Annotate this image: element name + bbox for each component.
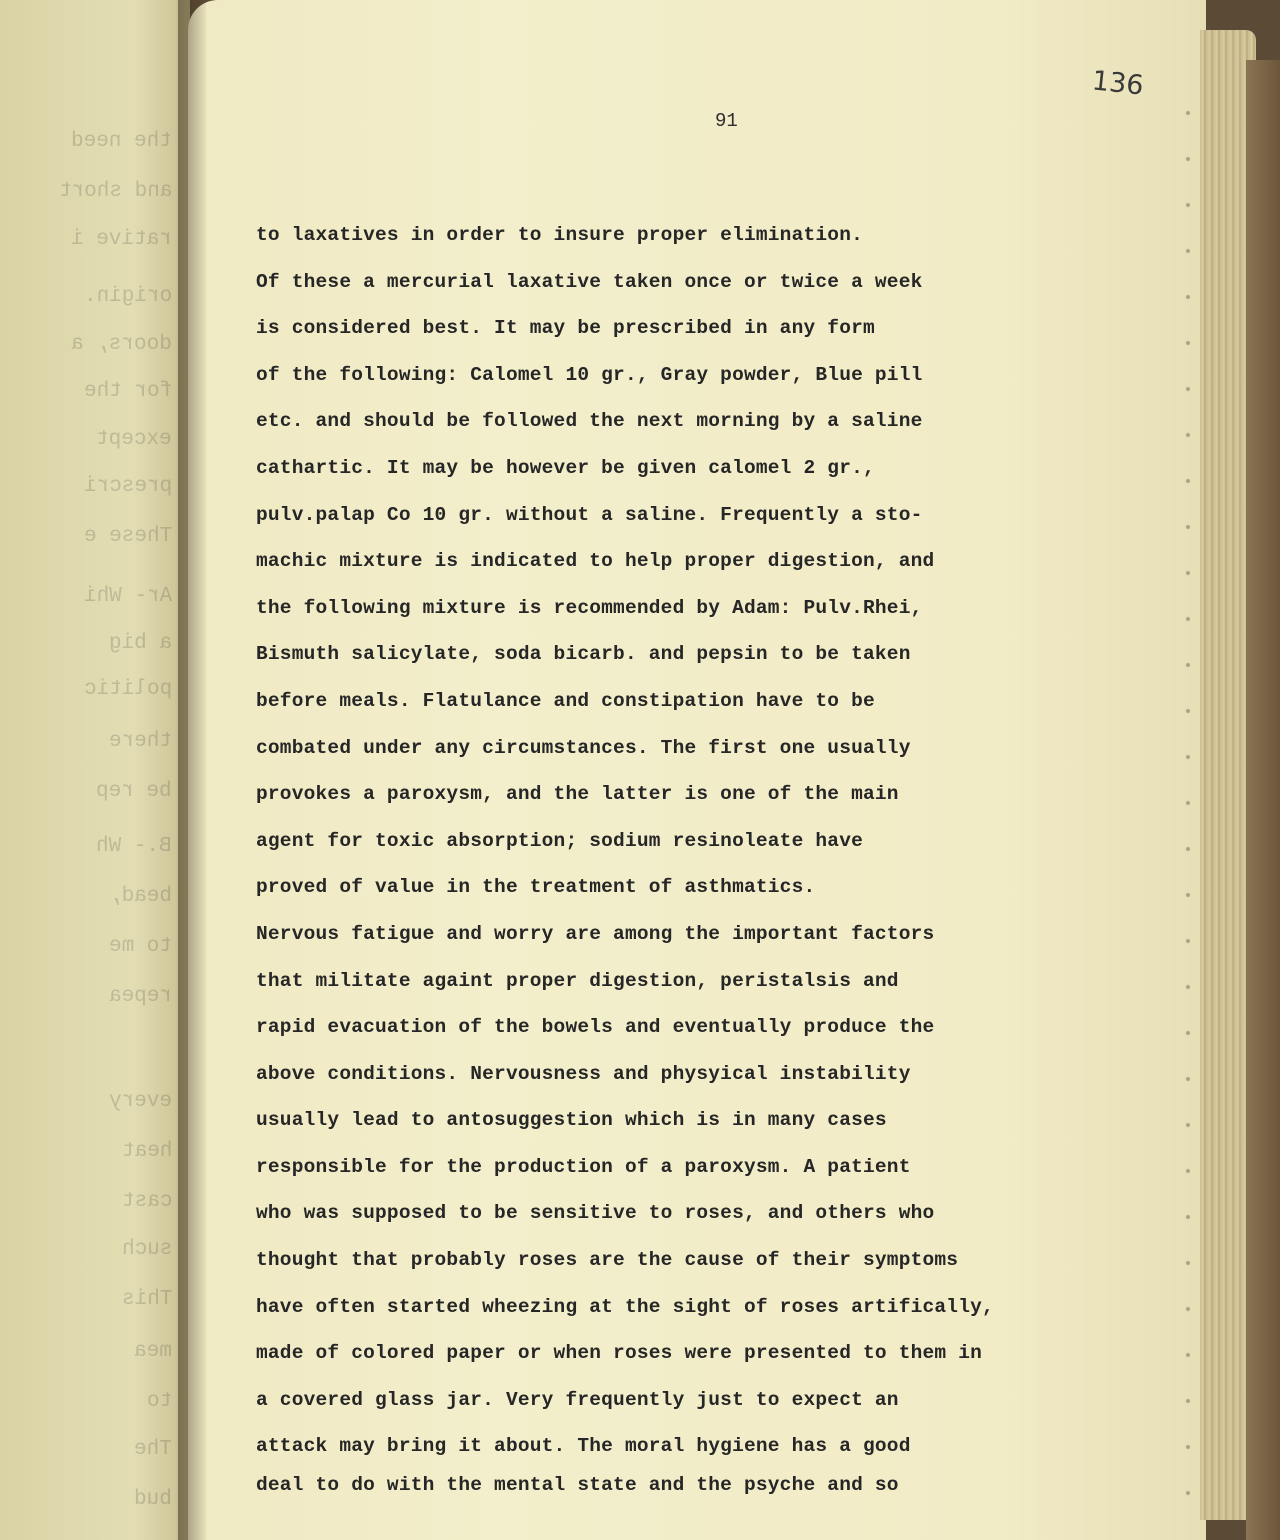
page-number: 91 — [715, 110, 738, 132]
bleed-through-text: be rep — [96, 780, 172, 803]
bleed-through-text: bud — [134, 1488, 172, 1511]
bleed-through-text: cast — [121, 1190, 172, 1213]
bleed-through-text: mea — [134, 1340, 172, 1363]
bleed-through-text: every — [108, 1090, 172, 1113]
bleed-through-text: origin. — [83, 285, 172, 308]
bleed-through-text: rative i — [71, 228, 172, 251]
handwritten-folio-number: 136 — [1090, 65, 1146, 102]
bleed-through-text: This — [121, 1288, 172, 1311]
bleed-through-text: B.- Wh — [96, 835, 172, 858]
bleed-through-text: prescri — [83, 475, 172, 498]
bleed-through-text: and short — [58, 180, 172, 203]
text-line: before meals. Flatulance and constipation have to be — [256, 689, 875, 712]
book-binding — [1246, 60, 1280, 1540]
text-line: the following mixture is recommended by Adam: Pulv.Rhei, — [256, 596, 923, 619]
text-line: cathartic. It may be however be given calomel 2 gr., — [256, 456, 875, 479]
text-line: that militate againt proper digestion, peristalsis and — [256, 969, 899, 992]
bleed-through-text: Ar- Whi — [83, 585, 172, 608]
text-line: who was supposed to be sensitive to roses, and others who — [256, 1202, 935, 1225]
text-line: to laxatives in order to insure proper elimination. — [256, 224, 863, 246]
text-line: etc. and should be followed the next morning by a saline — [256, 410, 923, 433]
text-line: deal to do with the mental state and the psyche and so — [256, 1474, 899, 1497]
body-text — [256, 212, 1116, 1500]
text-line: Nervous fatigue and worry are among the important factors — [256, 922, 935, 945]
bleed-through-text: the need — [71, 130, 172, 153]
bleed-through-text: politic — [83, 678, 172, 701]
text-line: attack may bring it about. The moral hygiene has a good — [256, 1435, 911, 1458]
text-line: machic mixture is indicated to help proper digestion, and — [256, 550, 935, 573]
text-line: agent for toxic absorption; sodium resinoleate have — [256, 829, 863, 852]
bleed-through-text: to — [146, 1390, 172, 1413]
text-line: responsible for the production of a paroxysm. A patient — [256, 1155, 911, 1178]
bleed-through-text: except — [96, 428, 172, 451]
bleed-through-text: for the — [83, 380, 172, 403]
text-line: have often started wheezing at the sight of roses artifically, — [256, 1295, 994, 1318]
text-line: proved of value in the treatment of asthmatics. — [256, 876, 816, 899]
text-line: provokes a paroxysm, and the latter is one of the main — [256, 783, 899, 806]
text-line: a covered glass jar. Very frequently just to expect an — [256, 1388, 899, 1411]
bleed-through-text: doors, a — [71, 333, 172, 356]
text-line: thought that probably roses are the cause of their symptoms — [256, 1249, 959, 1272]
text-line: made of colored paper or when roses were presented to them in — [256, 1342, 983, 1365]
bleed-through-text: The — [134, 1438, 172, 1461]
text-line: Bismuth salicylate, soda bicarb. and pepsin to be taken — [256, 643, 911, 666]
bleed-through-text: a big — [108, 632, 172, 655]
bleed-through-text: heat — [121, 1140, 172, 1163]
bleed-through-text: repea — [108, 985, 172, 1008]
text-line: is considered best. It may be prescribed in any form — [256, 317, 875, 340]
bleed-through-text: These e — [83, 525, 172, 548]
bleed-through-text: bead, — [108, 885, 172, 908]
facing-page — [0, 0, 190, 1540]
text-line: Of these a mercurial laxative taken once or twice a week — [256, 270, 923, 293]
text-line: combated under any circumstances. The first one usually — [256, 736, 911, 759]
bleed-through-text: to me — [108, 935, 172, 958]
text-line: of the following: Calomel 10 gr., Gray powder, Blue pill — [256, 363, 923, 386]
text-line: usually lead to antosuggestion which is in many cases — [256, 1109, 887, 1132]
punch-holes — [1184, 90, 1192, 1510]
text-line: rapid evacuation of the bowels and eventually produce the — [256, 1016, 935, 1039]
binding-gutter-shadow — [178, 0, 206, 1540]
text-line: pulv.palap Co 10 gr. without a saline. Frequently a sto- — [256, 503, 923, 526]
text-line: above conditions. Nervousness and physyical instability — [256, 1062, 911, 1085]
bleed-through-text: such — [121, 1238, 172, 1261]
bleed-through-text: there — [108, 730, 172, 753]
